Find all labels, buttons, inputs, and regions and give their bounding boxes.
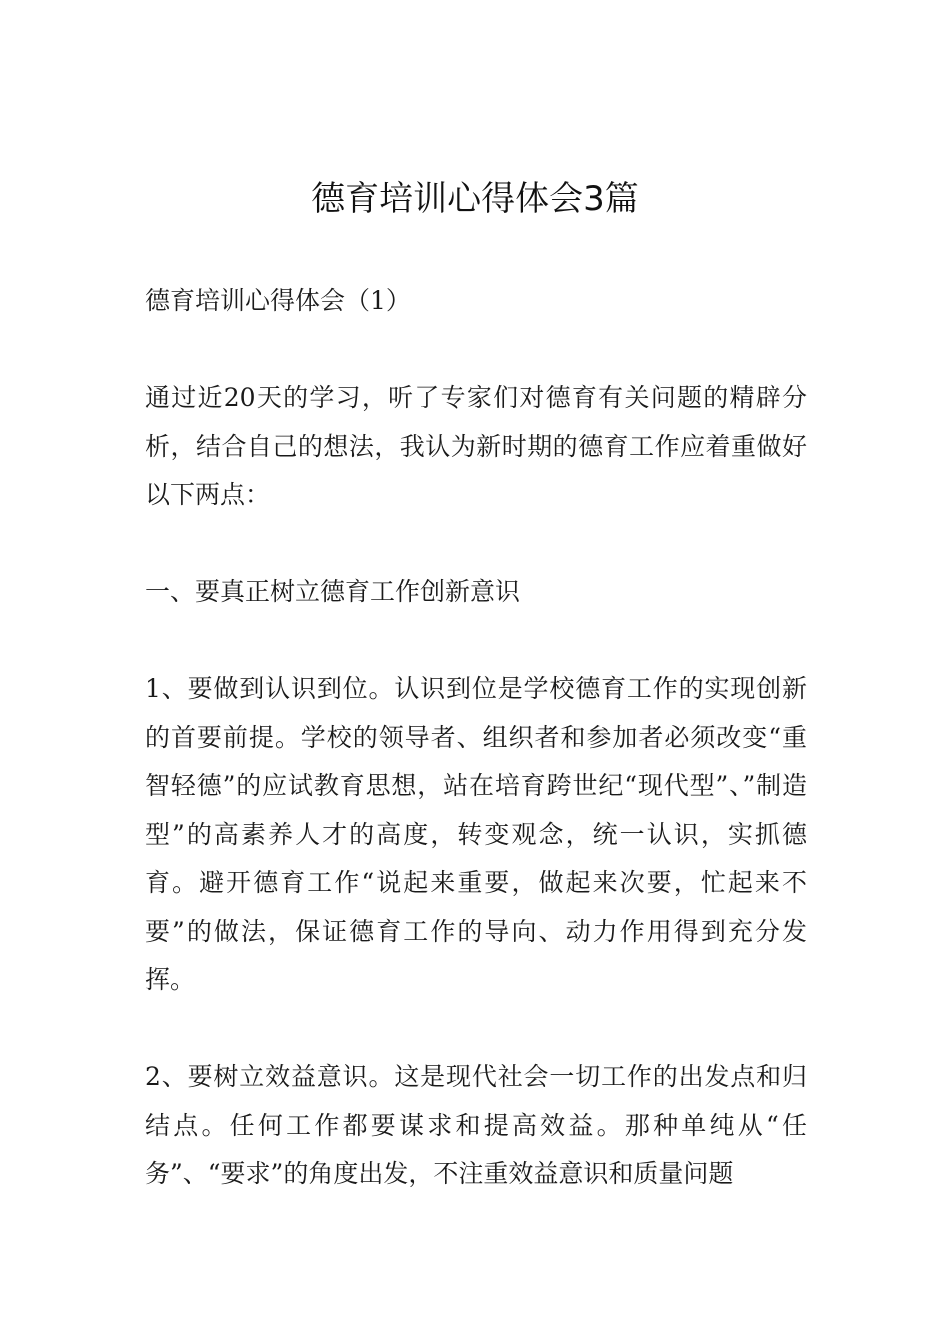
section-title: 德育培训心得体会（1） — [145, 286, 411, 315]
paragraph-point-1: 1、要做到认识到位。认识到位是学校德育工作的实现创新的首要前提。学校的领导者、组织者和参加者必须改变“重智轻德”的应试教育思想，站在培育跨世纪“现代型”、”制造型”的高素养人才的高度，转变观念，统一认识，实抓德育。避开德育工作“说起来重要，做起来次要，忙起来不要”的做法，保证德育工作的导向、动力作用得到充分发挥。 — [145, 674, 807, 994]
paragraph-point-2: 2、要树立效益意识。这是现代社会一切工作的出发点和归结点。任何工作都要谋求和提高效益。那种单纯从“任务”、“要求”的角度出发，不注重效益意识和质量问题 — [145, 1062, 807, 1188]
document-body — [145, 277, 807, 1247]
heading-point-one: 一、要真正树立德育工作创新意识 — [145, 577, 521, 606]
document-title: 德育培训心得体会3篇 — [311, 179, 639, 219]
paragraph-intro: 通过近20天的学习，听了专家们对德育有关问题的精辟分析，结合自己的想法，我认为新时期的德育工作应着重做好以下两点： — [145, 383, 807, 509]
